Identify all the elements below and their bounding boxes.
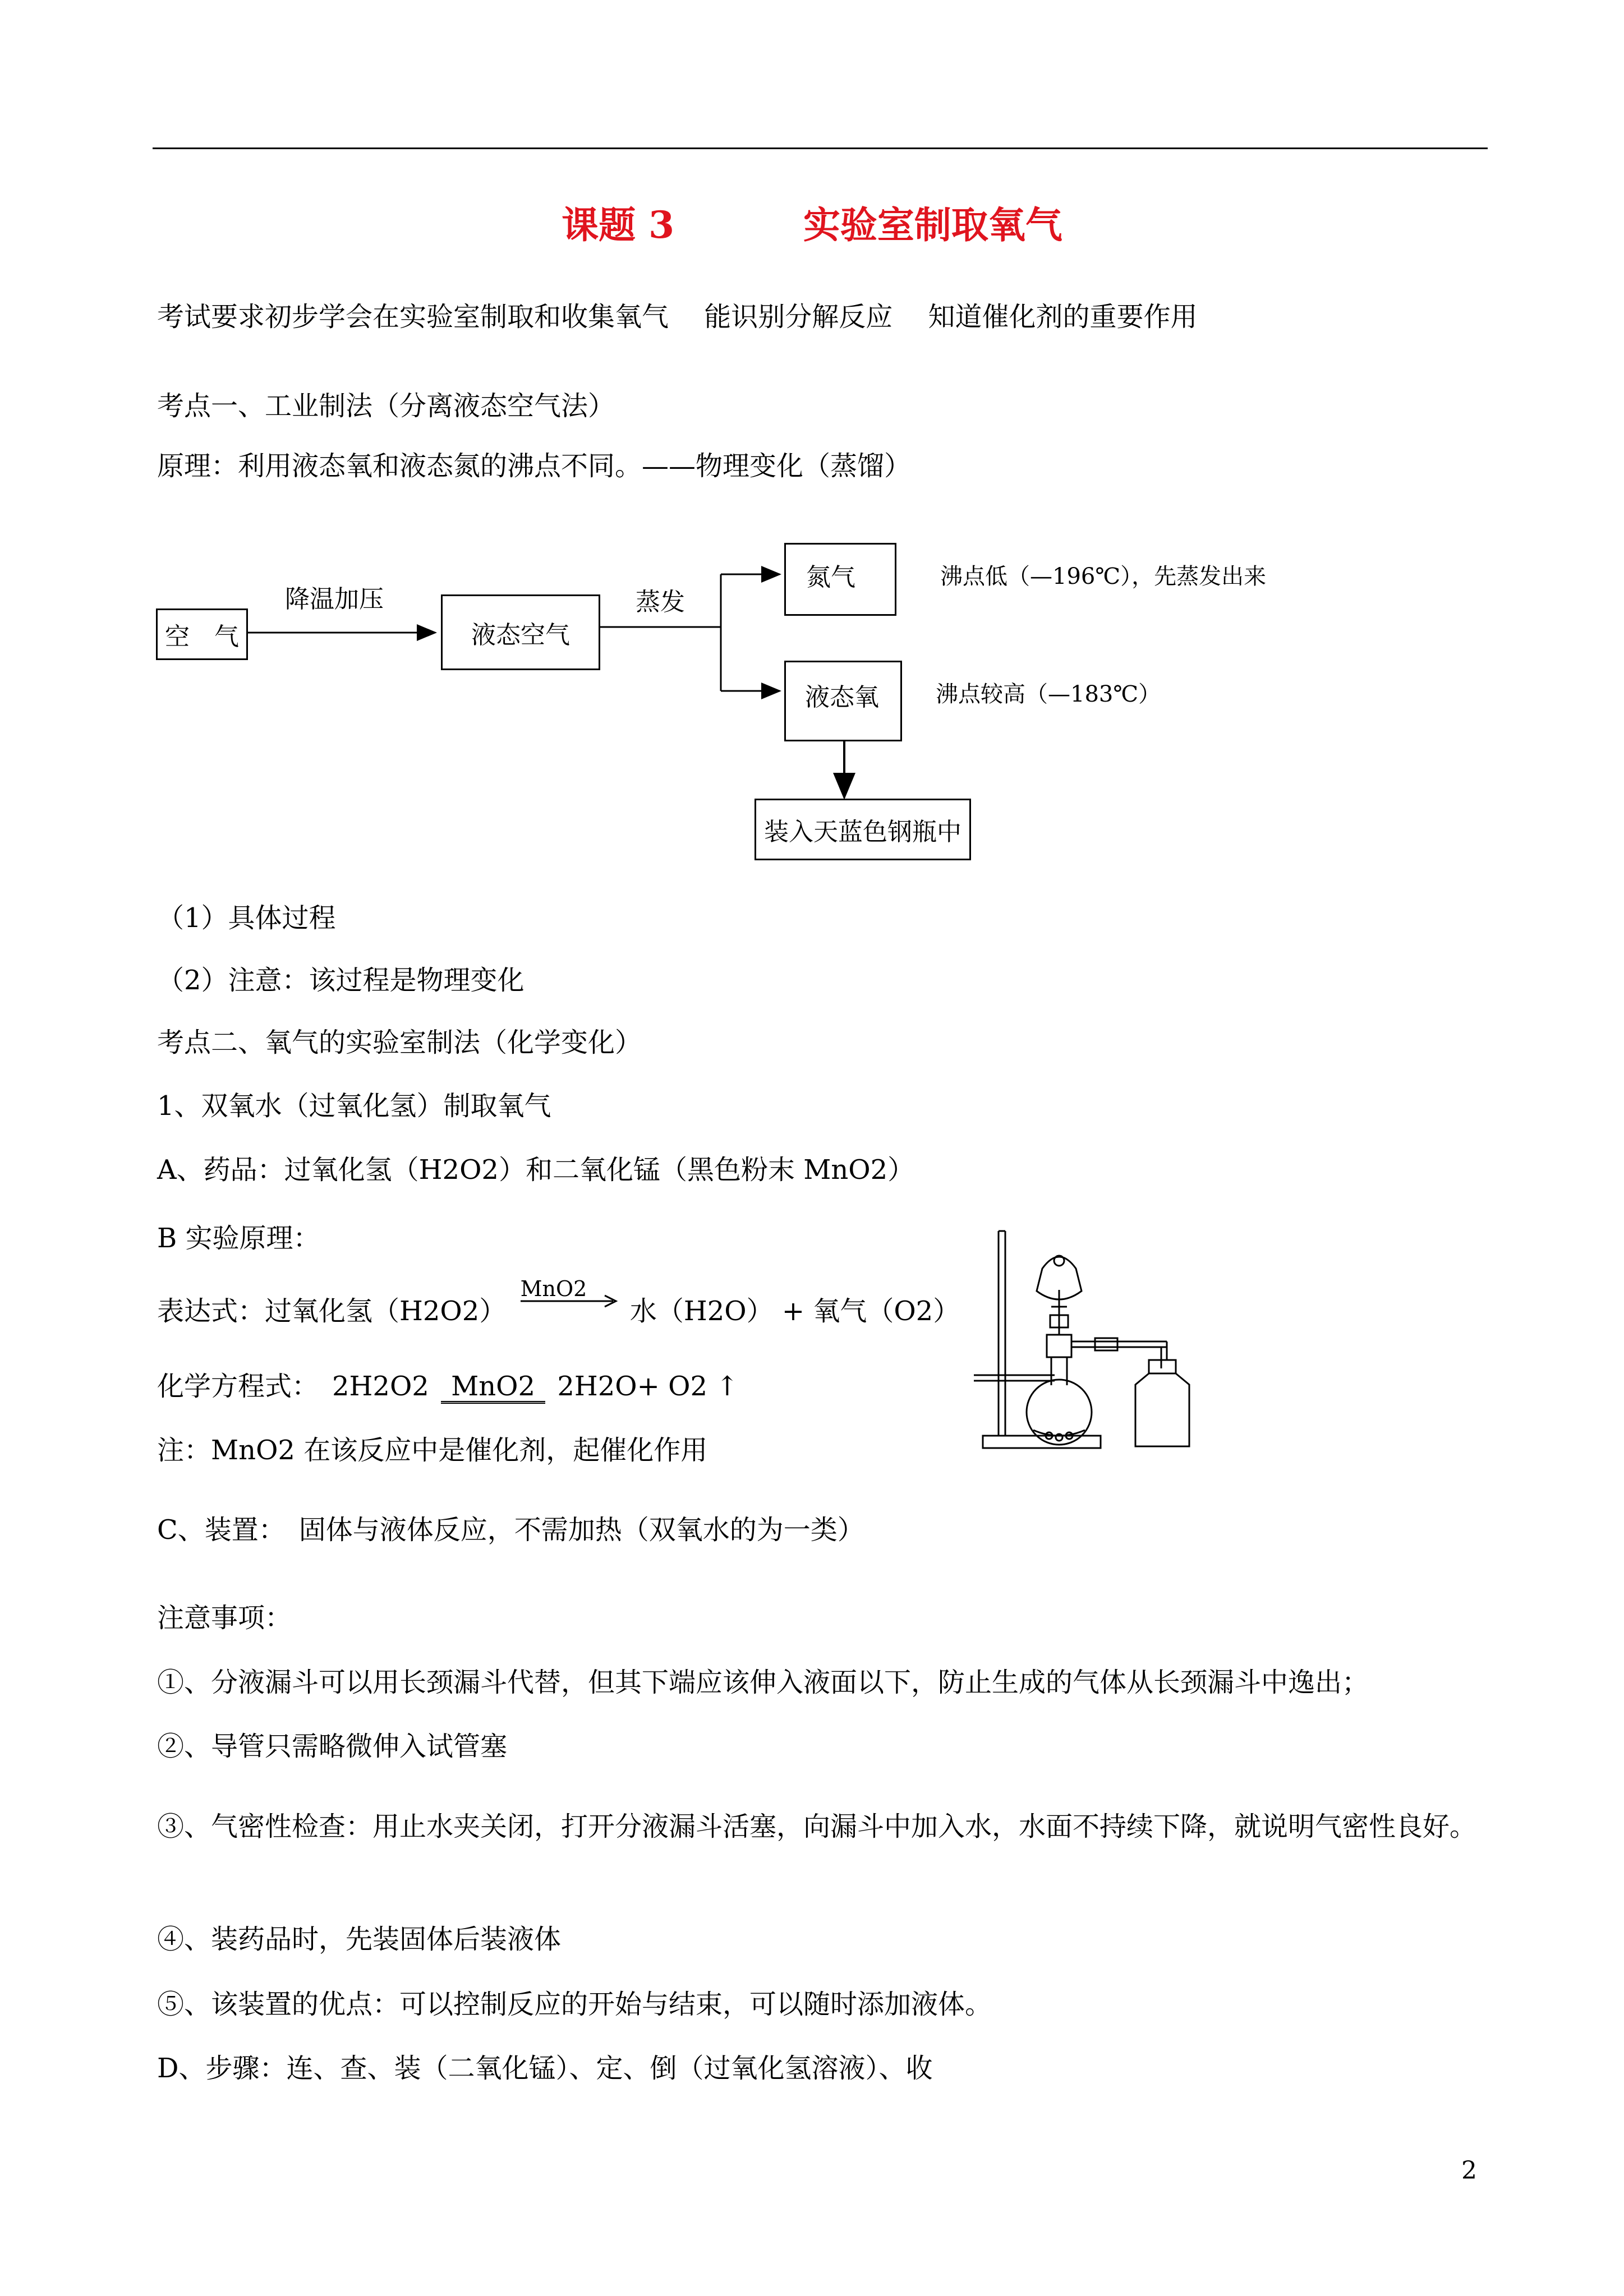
- chemical-equation: [157, 1370, 738, 1404]
- flow-arrows: [0, 0, 1624, 897]
- nitrogen-box: 氮气: [784, 543, 896, 616]
- nitrogen-boiling-note: 沸点低（—196℃），先蒸发出来: [940, 564, 1267, 589]
- expression-prefix: 表达式：过氧化氢（H2O2）: [157, 1295, 507, 1327]
- point1-principle: 原理：利用液态氧和液态氮的沸点不同。——物理变化（蒸馏）: [157, 450, 912, 482]
- title-prefix: 课题 3: [562, 203, 675, 247]
- point2-sub1: 1、双氧水（过氧化氢）制取氧气: [157, 1090, 551, 1122]
- steps: D、步骤：连、查、装（二氧化锰）、定、倒（过氧化氢溶液）、收: [157, 2053, 933, 2084]
- point1-item2: （2）注意：该过程是物理变化: [157, 965, 525, 996]
- caution-3: ③、气密性检查：用止水夹关闭，打开分液漏斗活塞，向漏斗中加入水，水面不持续下降，就说明气密性良好。: [157, 1811, 1477, 1842]
- title-main: 实验室制取氧气: [803, 203, 1062, 247]
- point2-heading: 考点二、氧气的实验室制法（化学变化）: [157, 1027, 642, 1058]
- caution-5: ⑤、该装置的优点：可以控制反应的开始与结束，可以随时添加液体。: [157, 1989, 992, 2020]
- reaction-arrow-icon: [515, 1294, 622, 1328]
- page-number: 2: [1461, 2156, 1477, 2185]
- equation-prefix: 化学方程式： 2H2O2: [157, 1371, 429, 1402]
- evaporate-label: 蒸发: [636, 588, 685, 616]
- point1-item1: （1）具体过程: [157, 902, 336, 934]
- caution-2: ②、导管只需略微伸入试管塞: [157, 1731, 508, 1762]
- oxygen-boiling-note: 沸点较高（—183℃）: [936, 681, 1161, 707]
- liquid-air-box: 液态空气: [441, 594, 600, 670]
- caution-1: ①、分液漏斗可以用长颈漏斗代替，但其下端应该伸入液面以下，防止生成的气体从长颈漏斗中逸出；: [157, 1667, 1369, 1698]
- equation-catalyst: MnO2: [441, 1372, 545, 1404]
- liquid-oxygen-box: 液态氧: [784, 661, 902, 741]
- air-box: 空 气: [156, 608, 248, 660]
- exam-requirements: 考试要求初步学会在实验室制取和收集氧气 能识别分解反应 知道催化剂的重要作用: [157, 301, 1198, 333]
- storage-box: 装入天蓝色钢瓶中: [755, 799, 971, 860]
- cautions-heading: 注意事项：: [157, 1602, 292, 1634]
- word-expression: [157, 1276, 960, 1328]
- catalyst-note: 注：MnO2 在该反应中是催化剂，起催化作用: [157, 1435, 708, 1466]
- caution-4: ④、装药品时，先装固体后装液体: [157, 1924, 562, 1955]
- expression-suffix: 水（H2O） + 氧气（O2）: [629, 1295, 960, 1327]
- point1-heading: 考点一、工业制法（分离液态空气法）: [157, 390, 615, 422]
- catalyst-label: MnO2: [520, 1276, 587, 1301]
- equation-suffix: 2H2O+ O2 ↑: [557, 1371, 739, 1402]
- cool-compress-label: 降温加压: [285, 585, 384, 614]
- point2-principle-label: B 实验原理：: [157, 1223, 320, 1254]
- point2-drugs: A、药品：过氧化氢（H2O2）和二氧化锰（黑色粉末 MnO2）: [157, 1154, 915, 1186]
- device-description: C、装置： 固体与液体反应，不需加热（双氧水的为一类）: [157, 1514, 864, 1546]
- catalyst-arrow: [515, 1276, 622, 1328]
